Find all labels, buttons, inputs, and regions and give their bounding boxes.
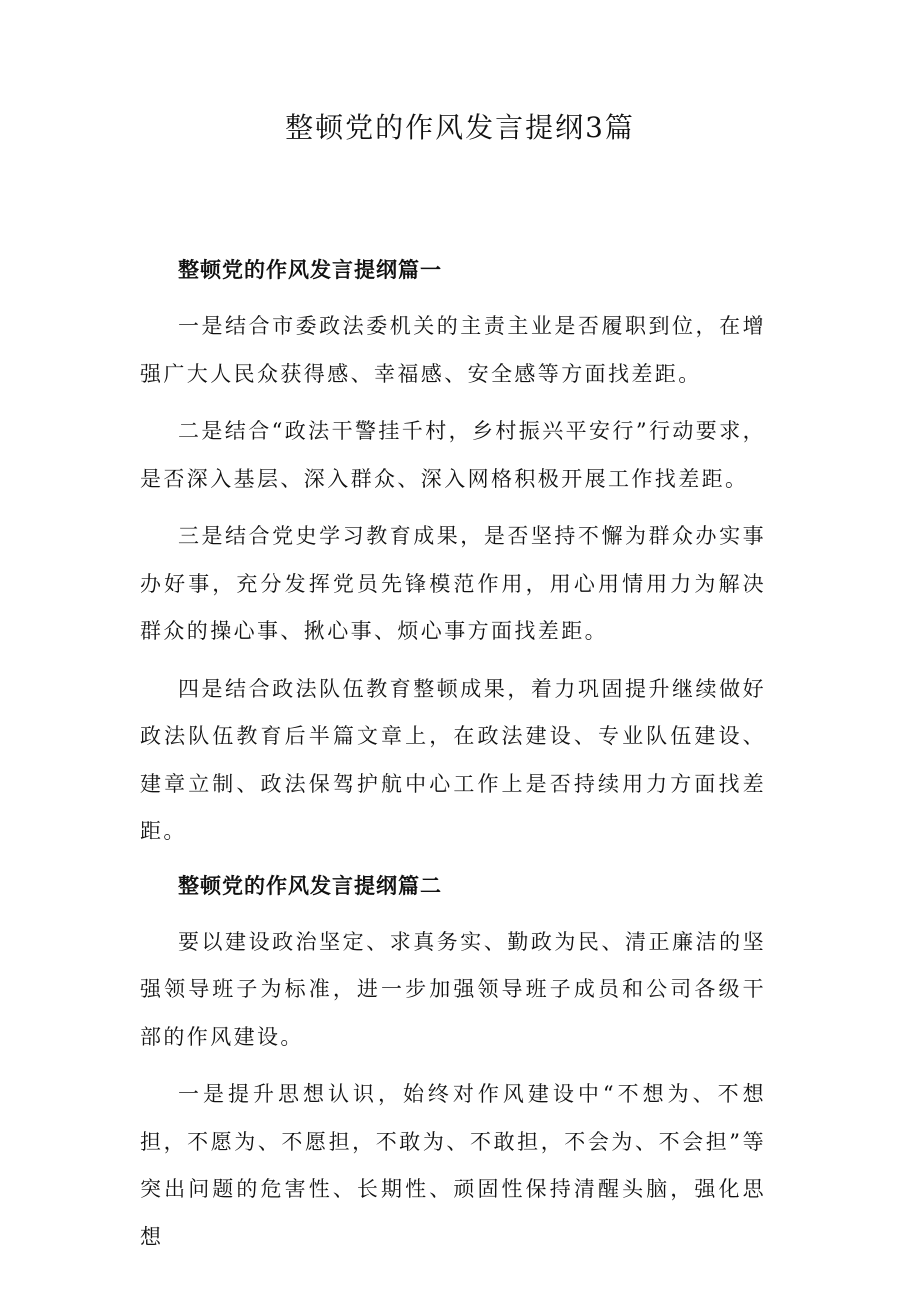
section-1 [140,250,766,856]
paragraph: 一是提升思想认识，始终对作风建设中“不想为、不想担，不愿为、不愿担，不敢为、不敢担，不会为、不会担”等突出问题的危害性、长期性、顽固性保持清醒头脑，强化思想 [140,1082,766,1249]
section-heading: 整顿党的作风发言提纲篇二 [178,872,442,898]
document-title: 整顿党的作风发言提纲3篇 [285,111,635,144]
paragraph: 三是结合党史学习教育成果，是否坚持不懈为群众办实事办好事，充分发挥党员先锋模范作用，用心用情用力为解决群众的操心事、揪心事、烦心事方面找差距。 [140,524,766,643]
section-heading: 整顿党的作风发言提纲篇一 [178,257,442,282]
section-2 [140,866,766,1262]
document-body [140,250,766,1271]
paragraph: 一是结合市委政法委机关的主责主业是否履职到位，在增强广大人民众获得感、幸福感、安全感等方面找差距。 [140,314,766,386]
paragraph: 四是结合政法队伍教育整顿成果，着力巩固提升继续做好政法队伍教育后半篇文章上，在政法建设、专业队伍建设、建章立制、政法保驾护航中心工作上是否持续用力方面找差距。 [140,676,766,843]
paragraph: 要以建设政治坚定、求真务实、勤政为民、清正廉洁的坚强领导班子为标准，进一步加强领导班子成员和公司各级干部的作风建设。 [140,929,766,1049]
paragraph: 二是结合“政法干警挂千村，乡村振兴平安行”行动要求，是否深入基层、深入群众、深入网格积极开展工作找差距。 [140,419,766,491]
